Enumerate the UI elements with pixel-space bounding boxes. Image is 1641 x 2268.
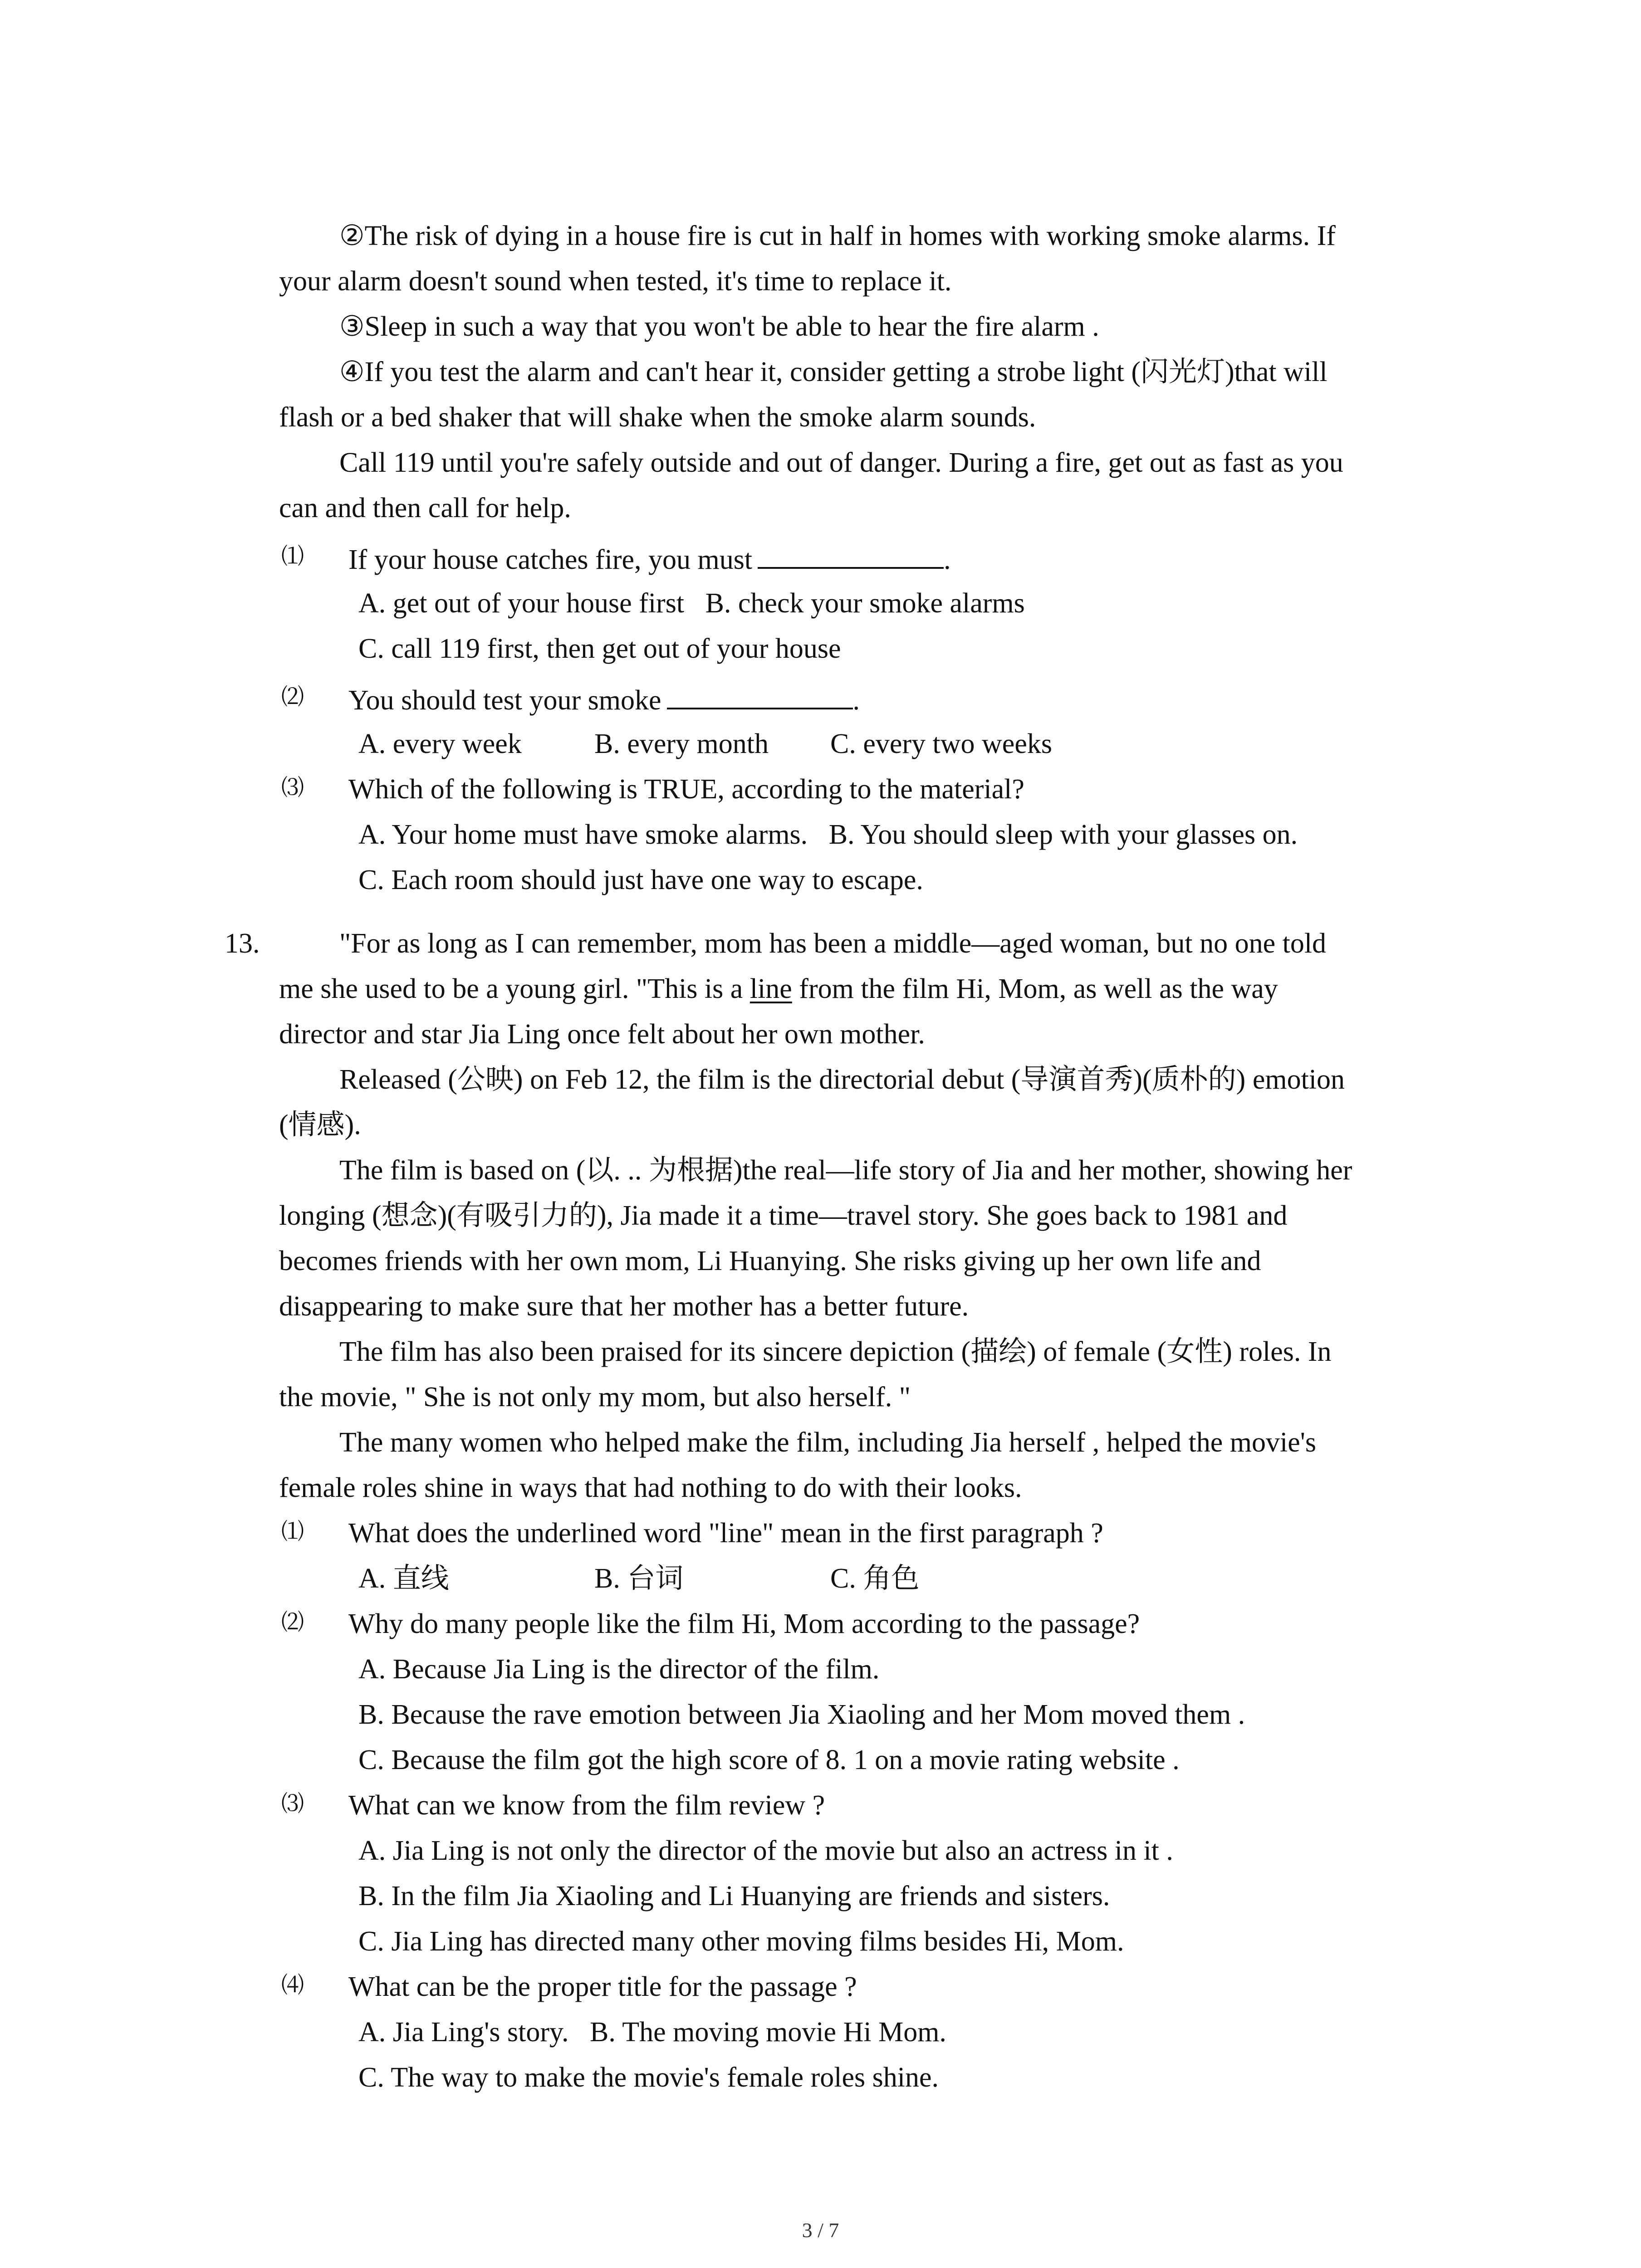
passage-line: your alarm doesn't sound when tested, it's time to replace it.	[279, 266, 952, 297]
passage-line: The many women who helped make the film, including Jia herself , helped the movie's	[339, 1427, 1317, 1458]
option-b[interactable]: B. The moving movie Hi Mom.	[590, 2017, 946, 2048]
option-a[interactable]: A. Jia Ling is not only the director of the movie but also an actress in it .	[358, 1835, 1173, 1866]
option-row	[358, 2014, 946, 2050]
question-stem-text: You should test your smoke	[348, 685, 661, 716]
question-number: ⑴	[281, 1518, 304, 1545]
option-c[interactable]: C. every two weeks	[830, 728, 1052, 759]
question-number: ⑵	[281, 684, 304, 710]
option-c[interactable]: C. The way to make the movie's female roles shine.	[358, 2062, 939, 2093]
passage-line: longing (想念)(有吸引力的), Jia made it a time—travel story. She goes back to 1981 and	[279, 1200, 1288, 1231]
option-a[interactable]: A. Jia Ling's story.	[358, 2017, 569, 2048]
question-number: ⑶	[281, 774, 304, 801]
option-c[interactable]: C. Because the film got the high score of 8. 1 on a movie rating website .	[358, 1745, 1180, 1775]
question-stem-end: .	[944, 544, 951, 575]
option-a[interactable]: A. get out of your house first	[358, 588, 685, 619]
passage-line: The film is based on (以. .. 为根据)the real—life story of Jia and her mother, showing her	[339, 1155, 1352, 1186]
passage-line	[279, 971, 1278, 1007]
passage-line: can and then call for help.	[279, 493, 571, 523]
passage-line: becomes friends with her own mom, Li Huanying. She risks giving up her own life and	[279, 1246, 1261, 1276]
passage-text: me she used to be a young girl. "This is a	[279, 973, 750, 1004]
passage-line: (情感).	[279, 1110, 361, 1140]
question-stem-end: .	[852, 685, 860, 716]
question-stem: Why do many people like the film Hi, Mom according to the passage?	[348, 1608, 1140, 1639]
question-stem: What can be the proper title for the passage ?	[348, 1971, 857, 2002]
passage-line: director and star Jia Ling once felt about her own mother.	[279, 1019, 925, 1050]
option-c[interactable]: C. Each room should just have one way to escape.	[358, 865, 923, 895]
passage-line: "For as long as I can remember, mom has been a middle—aged woman, but no one told	[339, 928, 1327, 959]
question-stem: What does the underlined word "line" mean in the first paragraph ?	[348, 1518, 1103, 1549]
passage-line: Call 119 until you're safely outside and out of danger. During a fire, get out as fast as you	[339, 447, 1343, 478]
option-row	[358, 1560, 919, 1597]
option-c[interactable]: C. call 119 first, then get out of your house	[358, 633, 841, 664]
option-b[interactable]: B. check your smoke alarms	[705, 588, 1025, 619]
question-stem	[348, 540, 951, 578]
question-stem: What can we know from the film review ?	[348, 1790, 825, 1821]
underlined-word: line	[749, 973, 792, 1004]
option-a[interactable]: A. every week	[358, 728, 522, 759]
option-a[interactable]: A. 直线	[358, 1563, 449, 1594]
option-b[interactable]: B. In the film Jia Xiaoling and Li Huanying are friends and sisters.	[358, 1881, 1110, 1911]
option-c[interactable]: C. 角色	[830, 1563, 920, 1594]
passage-line: flash or a bed shaker that will shake when the smoke alarm sounds.	[279, 402, 1036, 433]
option-row	[358, 726, 1052, 762]
option-a[interactable]: A. Because Jia Ling is the director of the film.	[358, 1654, 880, 1685]
question-number: ⑴	[281, 543, 304, 569]
option-b[interactable]: B. 台词	[594, 1563, 684, 1594]
question-number: ⑷	[281, 1972, 304, 1998]
passage-line: ②The risk of dying in a house fire is cut in half in homes with working smoke alarms. If	[339, 220, 1336, 251]
question-number-13: 13.	[225, 928, 260, 959]
passage-line: the movie, " She is not only my mom, but also herself. "	[279, 1382, 911, 1413]
option-c[interactable]: C. Jia Ling has directed many other moving films besides Hi, Mom.	[358, 1926, 1124, 1957]
page-number: 3 / 7	[802, 2219, 839, 2242]
answer-blank[interactable]	[667, 680, 853, 709]
question-stem-text: If your house catches fire, you must	[348, 544, 753, 575]
passage-line: disappearing to make sure that her mother has a better future.	[279, 1291, 969, 1322]
question-stem: Which of the following is TRUE, according to the material?	[348, 774, 1024, 805]
passage-line: female roles shine in ways that had nothing to do with their looks.	[279, 1472, 1022, 1503]
option-row	[358, 585, 1025, 621]
passage-text: from the film Hi, Mom, as well as the way	[792, 973, 1278, 1004]
option-b[interactable]: B. every month	[594, 728, 769, 759]
option-b[interactable]: B. You should sleep with your glasses on.	[828, 819, 1298, 850]
question-number: ⑶	[281, 1790, 304, 1817]
option-b[interactable]: B. Because the rave emotion between Jia Xiaoling and her Mom moved them .	[358, 1699, 1245, 1730]
passage-line: The film has also been praised for its sincere depiction (描绘) of female (女性) roles. In	[339, 1336, 1332, 1367]
passage-line: ③Sleep in such a way that you won't be able to hear the fire alarm .	[339, 311, 1099, 342]
option-a[interactable]: A. Your home must have smoke alarms.	[358, 819, 808, 850]
option-row	[358, 816, 1298, 853]
question-number: ⑵	[281, 1609, 304, 1635]
passage-line: Released (公映) on Feb 12, the film is the directorial debut (导演首秀)(质朴的) emotion	[339, 1064, 1345, 1095]
question-stem	[348, 680, 860, 719]
passage-line: ④If you test the alarm and can't hear it, consider getting a strobe light (闪光灯)that will	[339, 357, 1327, 387]
answer-blank[interactable]	[758, 540, 944, 569]
